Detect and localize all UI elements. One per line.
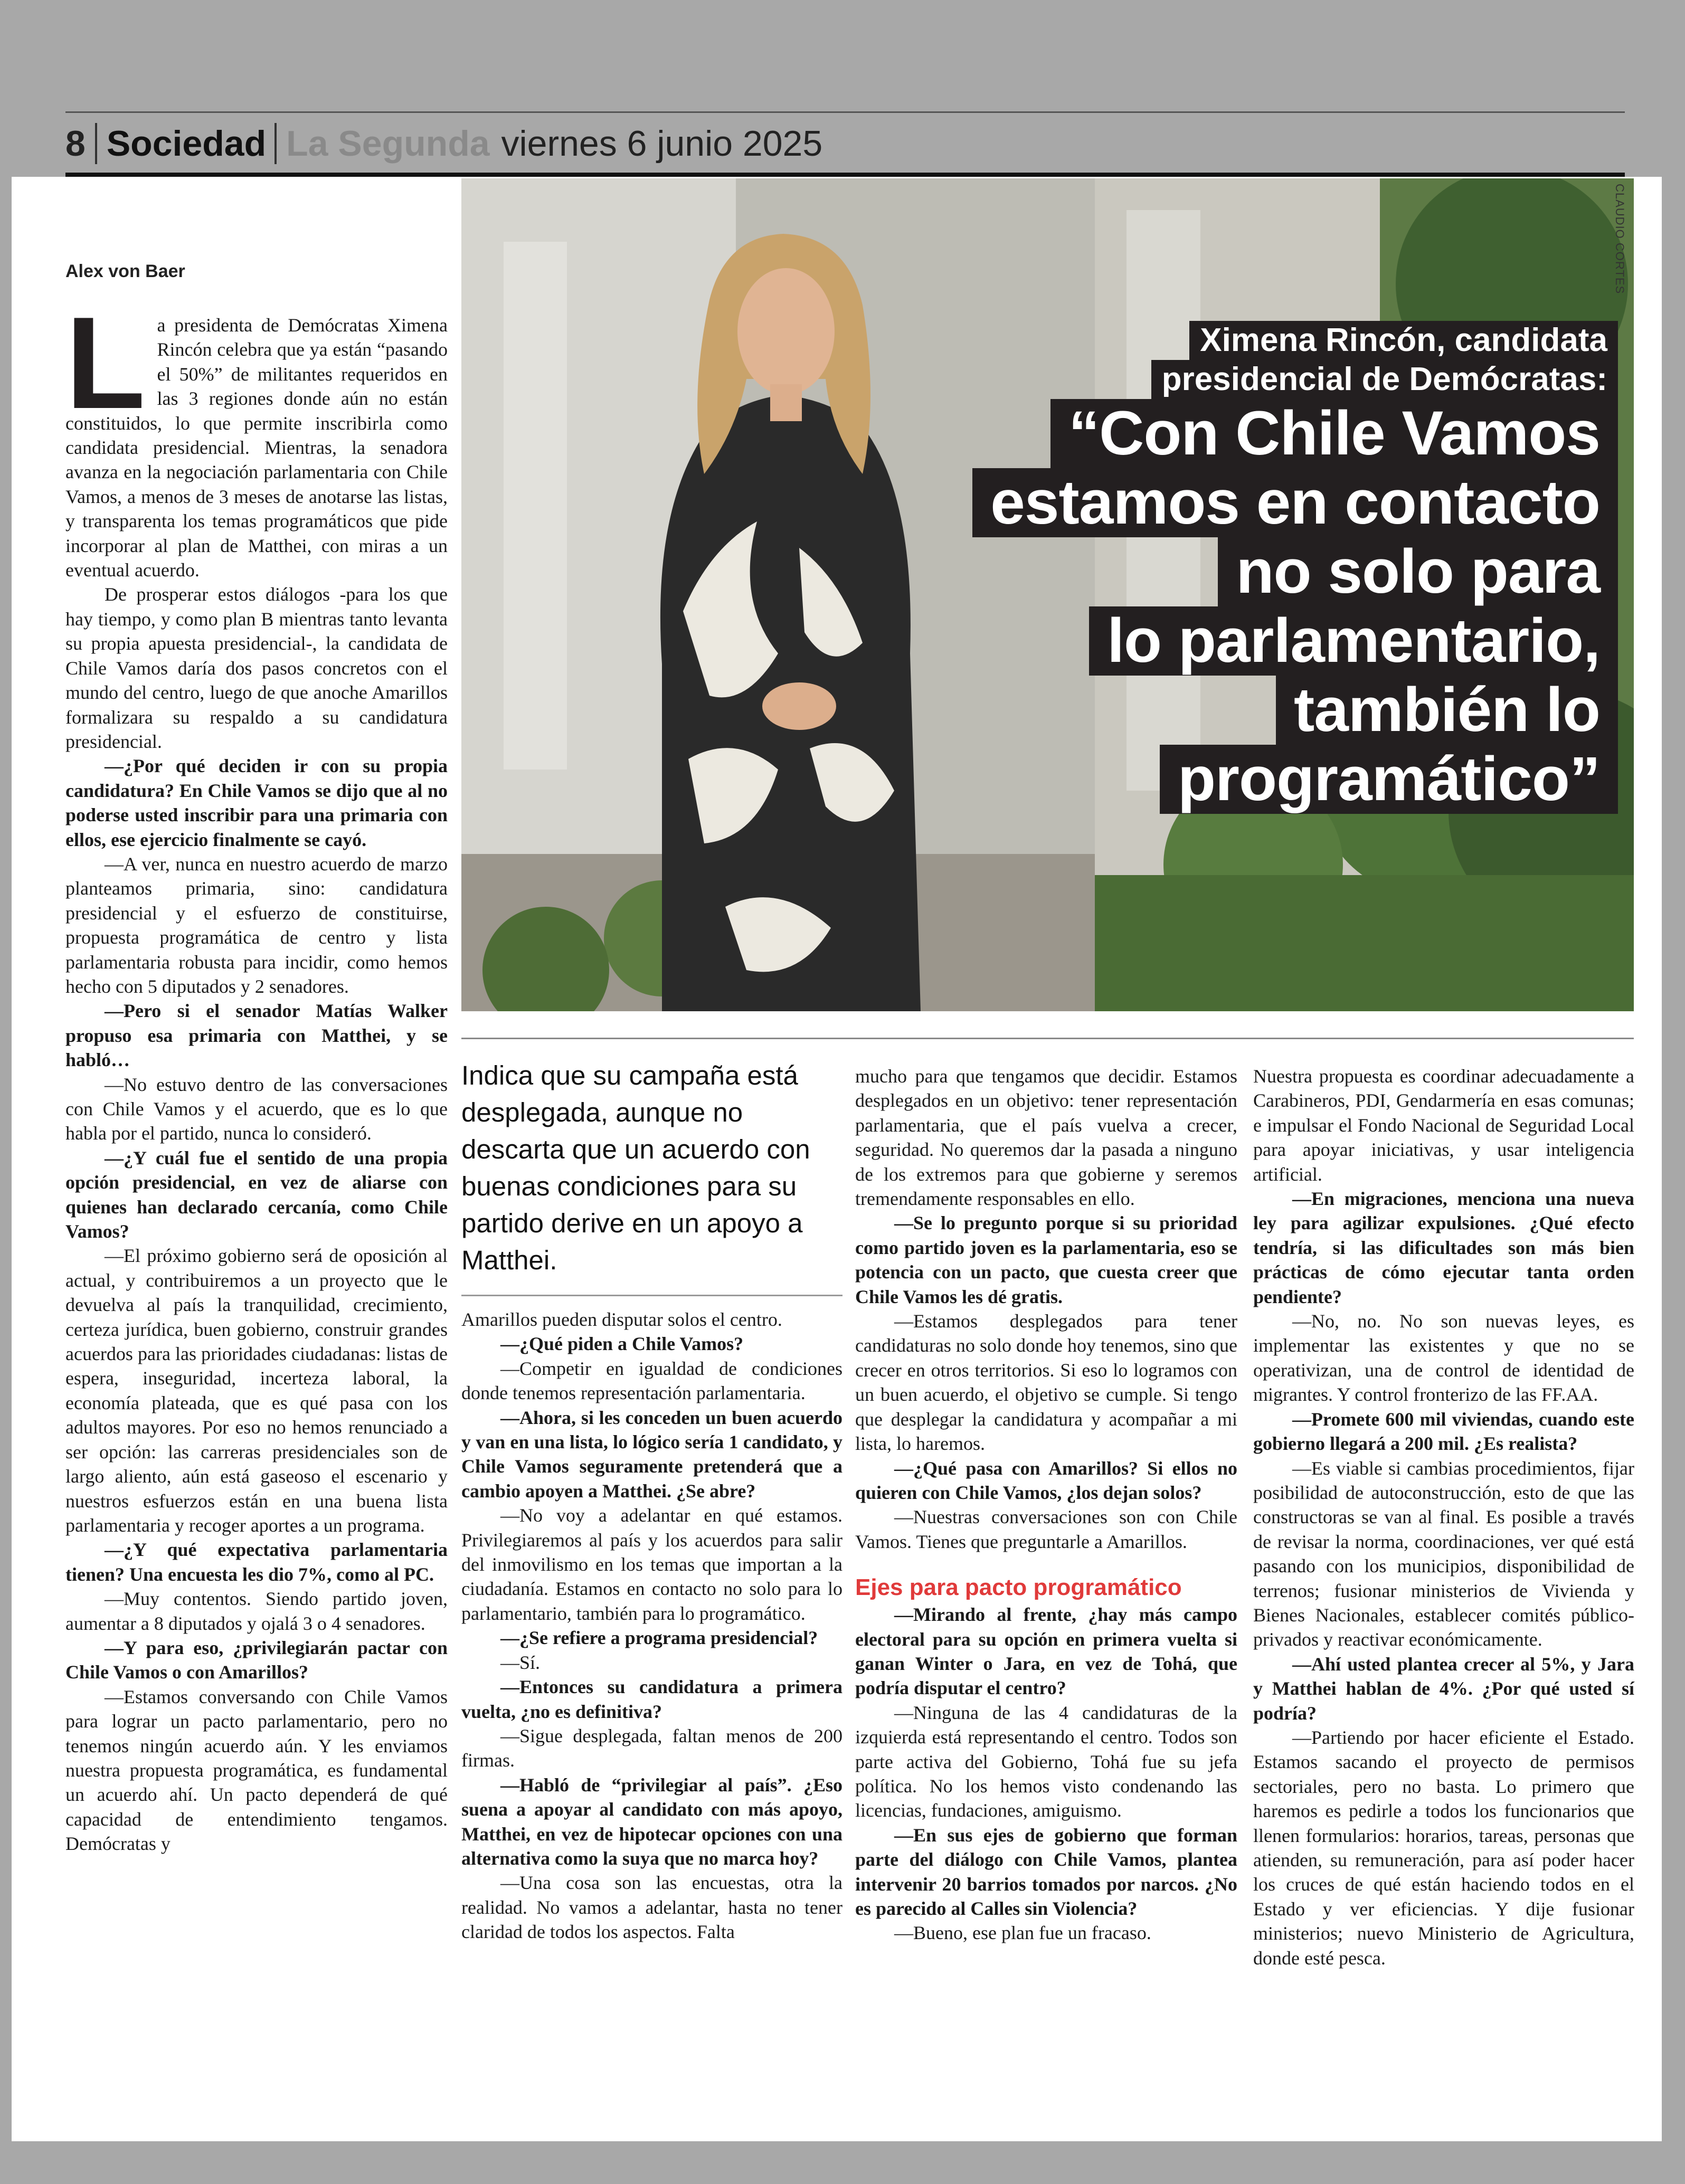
standfirst: Indica que su campaña está desplegada, aunque no descarta que un acuerdo con buenas condiciones para su partido derive en un apoyo a Matthei. (461, 1060, 810, 1275)
headline-block (972, 321, 1618, 814)
section-subhead: Ejes para pacto programático (855, 1574, 1182, 1601)
article-paragraph: —A ver, nunca en nuestro acuerdo de marzo planteamos primaria, sino: candidatura presidencial y el esfuerzo de constituirse, propuesta programática de centro y lista parlamentaria robusta para incidir, como hemos hecho con 5 diputados y 2 senadores. (65, 853, 448, 997)
interview-question: —¿Por qué deciden ir con su propia candidatura? En Chile Vamos se dijo que al no poderse usted inscribir para una primaria con ellos, ese ejercicio finalmente se cayó. (65, 755, 448, 850)
article-paragraph: —Partiendo por hacer eficiente el Estado. Estamos sacando el proyecto de permisos sectoriales, pero no basta. Lo primero que haremos es pedirle a todos los funcionarios que llenen formularios: horarios, tareas, personas que atienden, su remuneración, para así poder hacer los cruces de qué están haciendo todos en el Estado y ver eficiencias. Y dije fusionar ministerios; nuevo Ministerio de Agricultura, donde esté pesca. (1253, 1726, 1634, 1969)
headline-line-5: también lo (1276, 676, 1618, 745)
column-3-body-bottom (855, 1602, 1237, 1945)
headline-line-1: “Con Chile Vamos (1050, 399, 1618, 468)
interview-question: —Ahora, si les conceden un buen acuerdo y van en una lista, lo lógico sería 1 candidato, y Chile Vamos seguramente pretenderá que a cambio apoyen a Matthei. ¿Se abre? (461, 1407, 843, 1502)
article-column-4 (1253, 1064, 1634, 1970)
article-column-1 (65, 289, 448, 1856)
newspaper-name: La Segunda (286, 124, 490, 164)
interview-question: —Habló de “privilegiar al país”. ¿Eso suena a apoyar al candidato con más apoyo, Matthei, en vez de hipotecar opciones con una alternativa como la suya que no marca hoy? (461, 1774, 843, 1869)
folio (65, 123, 822, 164)
article-paragraph: —Estamos conversando con Chile Vamos para lograr un pacto parlamentario, pero no tenemos ningún acuerdo aún. Y les enviamos nuestra propuesta programática, es fundamental un acuerdo ahí. Un pacto dependerá de qué capacidad de entendimiento tengamos. Demócratas y (65, 1686, 448, 1855)
photo-bottom-rule (461, 1038, 1634, 1039)
article-paragraph: a presidenta de Demócratas Ximena Rincón celebra que ya están “pasando el 50%” de militantes requeridos en las 3 regiones donde aún no están constituidos, lo que permite inscribirla como candidata presidencial. Mientras, la senadora avanza en la negociación parlamentaria con Chile Vamos, a menos de 3 meses de anotarse las listas, y transparenta los temas programáticos que pide incorporar al plan de Matthei, con miras a un eventual acuerdo. (65, 315, 448, 581)
interview-question: —¿Y cuál fue el sentido de una propia opción presidencial, en vez de aliarse con quienes han declarado cercanía, como Chile Vamos? (65, 1147, 448, 1242)
article-paragraph: —Ninguna de las 4 candidaturas de la izquierda está representando el centro. Todos son parte activa del Gobierno, Tohá fue su jefa política. No los hemos visto condenando las licencias, fundaciones, amiguismo. (855, 1702, 1237, 1821)
article-paragraph: —Sí. (500, 1651, 541, 1673)
interview-question: —En sus ejes de gobierno que forman parte del diálogo con Chile Vamos, plantea intervenir 20 barrios tomados por narcos. ¿No es parecido al Calles sin Violencia? (855, 1824, 1237, 1919)
article-paragraph: —Muy contentos. Siendo partido joven, aumentar a 8 diputados y ojalá 3 o 4 senadores. (65, 1588, 448, 1634)
kicker-line-1: Ximena Rincón, candidata (1189, 321, 1618, 360)
interview-question: —Promete 600 mil viviendas, cuando este gobierno llegará a 200 mil. ¿Es realista? (1253, 1408, 1634, 1455)
article-paragraph: mucho para que tengamos que decidir. Estamos desplegados en un objetivo: tener representación parlamentaria, que el país vuelva a crecer, seguridad. No queremos dar la pasada a ninguno de los extremos para que gobierne y seremos tremendamente responsables en ello. (855, 1066, 1237, 1210)
headline-line-4: lo parlamentario, (1089, 606, 1618, 676)
standfirst-rule (461, 1295, 843, 1296)
interview-question: —Entonces su candidatura a primera vuelta, ¿no es definitiva? (461, 1676, 843, 1722)
interview-question: —En migraciones, menciona una nueva ley para agilizar expulsiones. ¿Qué efecto tendría, si las dificultades son más bien prácticas de cómo ejecutar tanta orden pendiente? (1253, 1188, 1634, 1307)
article-paragraph: Nuestra propuesta es coordinar adecuadamente a Carabineros, PDI, Gendarmería en esas comunas; e impulsar el Fondo Nacional de Seguridad Local para apoyar iniciativas, y usar inteligencia artificial. (1253, 1066, 1634, 1185)
article-paragraph: —Sigue desplegada, faltan menos de 200 firmas. (461, 1725, 843, 1771)
interview-question: —¿Qué piden a Chile Vamos? (500, 1333, 744, 1355)
column-1-body (65, 289, 448, 1856)
column-4-body (1253, 1064, 1634, 1970)
kicker-line-2: presidencial de Demócratas: (1151, 360, 1618, 399)
interview-question: —¿Qué pasa con Amarillos? Si ellos no quieren con Chile Vamos, ¿los dejan solos? (855, 1457, 1237, 1503)
byline: Alex von Baer (65, 261, 185, 281)
folio-bottom-rule (65, 173, 1625, 177)
newspaper-page (12, 177, 1662, 2141)
interview-question: —¿Y qué expectativa parlamentaria tienen? Una encuesta les dio 7%, como al PC. (65, 1539, 448, 1585)
article-paragraph: —No estuvo dentro de las conversaciones con Chile Vamos y el acuerdo, que es lo que habla por el partido, nunca lo consideró. (65, 1074, 448, 1144)
headline-line-6: programático” (1160, 745, 1618, 814)
photo-credit: CLAUDIO CORTES (1613, 184, 1626, 295)
article-column-2 (461, 1307, 843, 1944)
article-column-3 (855, 1064, 1237, 1945)
article-paragraph: —No, no. No son nuevas leyes, es implementar las existentes y que no se operativizan, una de control de identidad de migrantes. Y control fronterizo de las FF.AA. (1253, 1311, 1634, 1406)
issue-date: viernes 6 junio 2025 (501, 124, 823, 164)
article-paragraph: —No voy a adelantar en qué estamos. Privilegiaremos al país y los acuerdos para salir del inmovilismo en los temas que importan a la ciudadanía. Estamos en contacto no solo para lo parlamentario, también para lo programático. (461, 1505, 843, 1624)
headline-line-2: estamos en contacto (972, 468, 1618, 537)
column-3-body-top (855, 1064, 1237, 1554)
article-paragraph: —Es viable si cambias procedimientos, fijar posibilidad de autoconstrucción, esto de que las constructoras se van al final. Es posible a través de revisar la norma, coordinaciones, ver qué está pasando con los municipios, disponibilidad de terrenos; fusionar ministerios de Vivienda y Bienes Nacionales, establecer comités público-privados y reactivar económicamente. (1253, 1457, 1634, 1650)
article-paragraph: —Una cosa son las encuestas, otra la realidad. No vamos a adelantar, hasta no tener claridad de todos los aspectos. Falta (461, 1872, 843, 1943)
interview-question: —¿Se refiere a programa presidencial? (500, 1627, 818, 1649)
interview-question: —Pero si el senador Matías Walker propuso esa primaria con Matthei, y se habló… (65, 1000, 448, 1071)
article-paragraph: —Bueno, ese plan fue un fracaso. (894, 1922, 1151, 1944)
interview-question: —Se lo pregunto porque si su prioridad como partido joven es la parlamentaria, eso se potencia con un pacto, que cuesta creer que Chile Vamos les dé gratis. (855, 1212, 1237, 1307)
section-name: Sociedad (97, 123, 277, 164)
folio-top-rule (65, 111, 1625, 113)
headline-line-3: no solo para (1218, 537, 1618, 606)
interview-question: —Y para eso, ¿privilegiarán pactar con Chile Vamos o con Amarillos? (65, 1637, 448, 1683)
article-paragraph: Amarillos pueden disputar solos el centro. (461, 1309, 782, 1330)
article-paragraph: —El próximo gobierno será de oposición al actual, y contribuiremos a un proyecto que le devuelva al país la tranquilidad, crecimiento, certeza jurídica, buen gobierno, construir grandes acuerdos para las prioridades ciudadanas: listas de espera, inseguridad, incerteza laboral, la economía plateada, que es qué pasa con los adultos mayores. Por eso no hemos renunciado a ser opción: las carreras presidenciales son de largo aliento, aún está gaseoso el escenario y nuestros esfuerzos están en una buena lista parlamentaria y recoger aportes a un programa. (65, 1245, 448, 1536)
interview-question: —Ahí usted plantea crecer al 5%, y Jara y Matthei hablan de 4%. ¿Por qué usted sí podría? (1253, 1653, 1634, 1724)
page-number: 8 (65, 123, 97, 164)
portrait-photo (461, 178, 1634, 1011)
article-paragraph: —Nuestras conversaciones son con Chile Vamos. Tienes que preguntarle a Amarillos. (855, 1506, 1237, 1552)
drop-cap: L (65, 289, 146, 436)
article-paragraph: —Estamos desplegados para tener candidaturas no solo donde hoy tenemos, sino que crecer en otros territorios. Si eso lo logramos con un buen acuerdo, el objetivo se cumple. Si tengo que desplegar la candidatura y acompañar a mi lista, lo haremos. (855, 1311, 1237, 1455)
article-paragraph: —Competir en igualdad de condiciones donde tenemos representación parlamentaria. (461, 1357, 843, 1404)
interview-question: —Mirando al frente, ¿hay más campo electoral para su opción en primera vuelta si ganan Winter o Jara, en vez de Tohá, que podría disputar el centro? (855, 1604, 1237, 1699)
article-paragraph: De prosperar estos diálogos -para los que hay tiempo, y como plan B mientras tanto levanta su propia apuesta presidencial-, la candidata de Chile Vamos daría dos pasos concretos con el mundo del centro, luego de que anoche Amarillos formalizara su respaldo a su candidatura presidencial. (65, 584, 448, 752)
folio-strip (65, 111, 1625, 177)
column-2-body (461, 1307, 843, 1944)
